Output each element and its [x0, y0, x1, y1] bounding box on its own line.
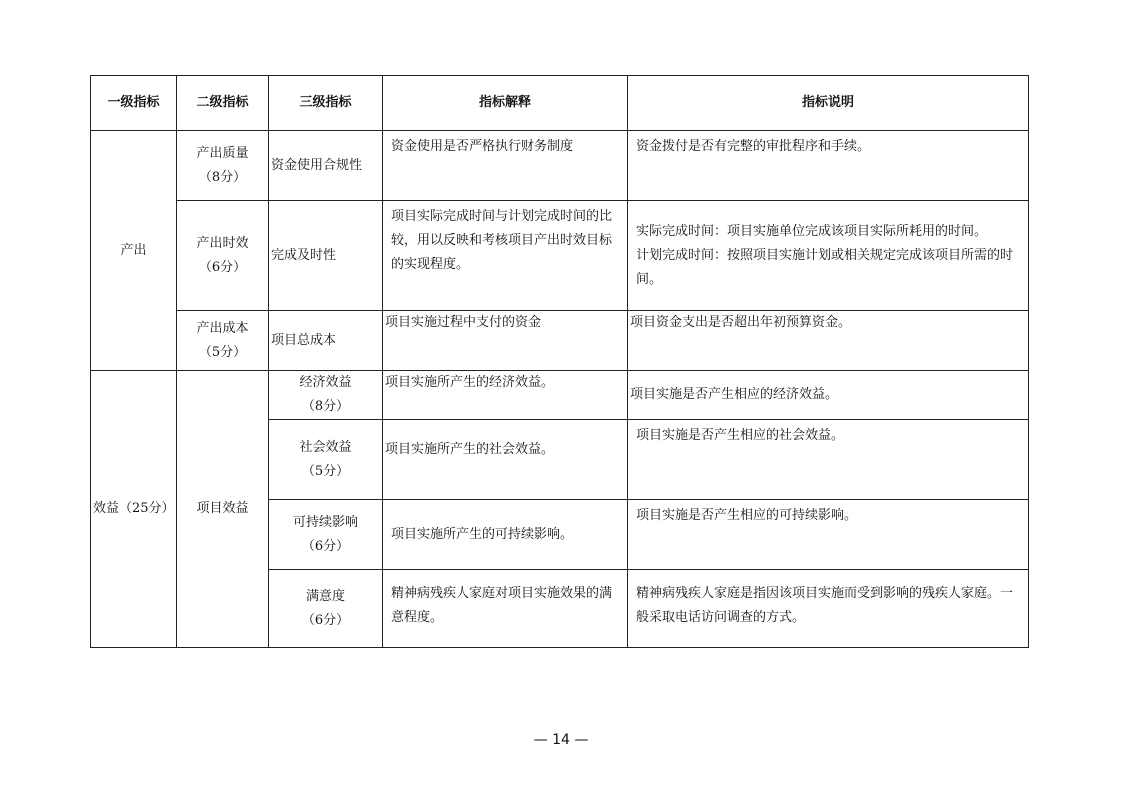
level2-score: （5分）: [198, 344, 247, 360]
header-level2: 二级指标: [177, 76, 269, 131]
level3-label: 资金使用合规性: [271, 157, 363, 173]
indicator-table: [90, 75, 1029, 648]
note-text: 实际完成时间：项目实施单位完成该项目实际所耗用的时间。: [636, 223, 988, 239]
level3-score: （6分）: [301, 538, 350, 554]
table-row: [91, 371, 1029, 420]
explanation-text: 项目实施所产生的社会效益。: [385, 442, 555, 457]
table-row: [91, 311, 1029, 371]
level3-label: 满意度: [305, 588, 345, 604]
explanation-text: 项目实施过程中支付的资金: [385, 315, 542, 330]
level1-label: 效益（25分）: [93, 501, 175, 516]
page-number: — 14 —: [533, 732, 589, 748]
note-cell: [628, 500, 1029, 570]
header-note: 指标说明: [628, 76, 1029, 131]
note-cell: [628, 570, 1029, 648]
note-text: 项目实施是否产生相应的可持续影响。: [636, 508, 858, 523]
explanation-text: 资金使用是否严格执行财务制度: [391, 139, 574, 154]
explanation-cell: [383, 420, 628, 500]
explanation-cell: [383, 371, 628, 420]
level3-cell: [269, 500, 383, 570]
level3-cell: [269, 371, 383, 420]
note-cell: [628, 201, 1029, 311]
level2-label: 产出时效: [196, 235, 249, 251]
explanation-cell: [383, 201, 628, 311]
level2-cell: [177, 311, 269, 371]
level3-label: 经济效益: [299, 375, 352, 390]
note-text: 资金拨付是否有完整的审批程序和手续。: [636, 139, 871, 154]
level1-cell-benefit: [91, 371, 177, 648]
level2-cell: [177, 371, 269, 648]
level2-score: （8分）: [198, 169, 247, 185]
explanation-cell: [383, 570, 628, 648]
level3-cell: [269, 311, 383, 371]
note-text: 精神病残疾人家庭是指因该项目实施而受到影响的残疾人家庭。一般采取电话访问调查的方式。: [636, 586, 1014, 625]
level3-score: （6分）: [301, 612, 350, 628]
header-level1: 一级指标: [91, 76, 177, 131]
note-text: 项目资金支出是否超出年初预算资金。: [630, 315, 852, 330]
note-text: 计划完成时间：按照项目实施计划或相关规定完成该项目所需的时间。: [636, 247, 1014, 287]
level3-label: 可持续影响: [292, 514, 358, 530]
level2-score: （6分）: [198, 259, 247, 275]
level3-cell: [269, 201, 383, 311]
level3-score: （8分）: [301, 399, 350, 414]
level1-label: 产出: [120, 242, 147, 258]
level2-cell: [177, 201, 269, 311]
level2-label: 产出成本: [196, 320, 249, 336]
note-text: 项目实施是否产生相应的社会效益。: [636, 428, 845, 443]
level1-cell-output: [91, 131, 177, 371]
level3-label: 项目总成本: [271, 332, 337, 348]
note-cell: [628, 311, 1029, 371]
level3-label: 完成及时性: [271, 247, 337, 263]
note-text: 项目实施是否产生相应的经济效益。: [630, 387, 839, 402]
header-level3: 三级指标: [269, 76, 383, 131]
level3-label: 社会效益: [299, 439, 352, 455]
level3-cell: [269, 420, 383, 500]
level3-cell: [269, 570, 383, 648]
explanation-cell: [383, 500, 628, 570]
explanation-text: 项目实施所产生的经济效益。: [385, 375, 555, 390]
header-explanation: 指标解释: [383, 76, 628, 131]
table-header-row: [91, 76, 1029, 131]
explanation-cell: [383, 131, 628, 201]
explanation-text: 精神病残疾人家庭对项目实施效果的满意程度。: [391, 586, 613, 625]
table-row: [91, 201, 1029, 311]
explanation-text: 项目实施所产生的可持续影响。: [391, 526, 574, 542]
level2-cell: [177, 131, 269, 201]
note-cell: [628, 420, 1029, 500]
level2-label: 项目效益: [196, 501, 249, 516]
table-row: [91, 131, 1029, 201]
explanation-text: 项目实际完成时间与计划完成时间的比较，用以反映和考核项目产出时效目标的实现程度。: [391, 209, 613, 272]
note-cell: [628, 131, 1029, 201]
level2-label: 产出质量: [196, 145, 249, 161]
explanation-cell: [383, 311, 628, 371]
level3-cell: [269, 131, 383, 201]
level3-score: （5分）: [301, 463, 350, 479]
note-cell: [628, 371, 1029, 420]
